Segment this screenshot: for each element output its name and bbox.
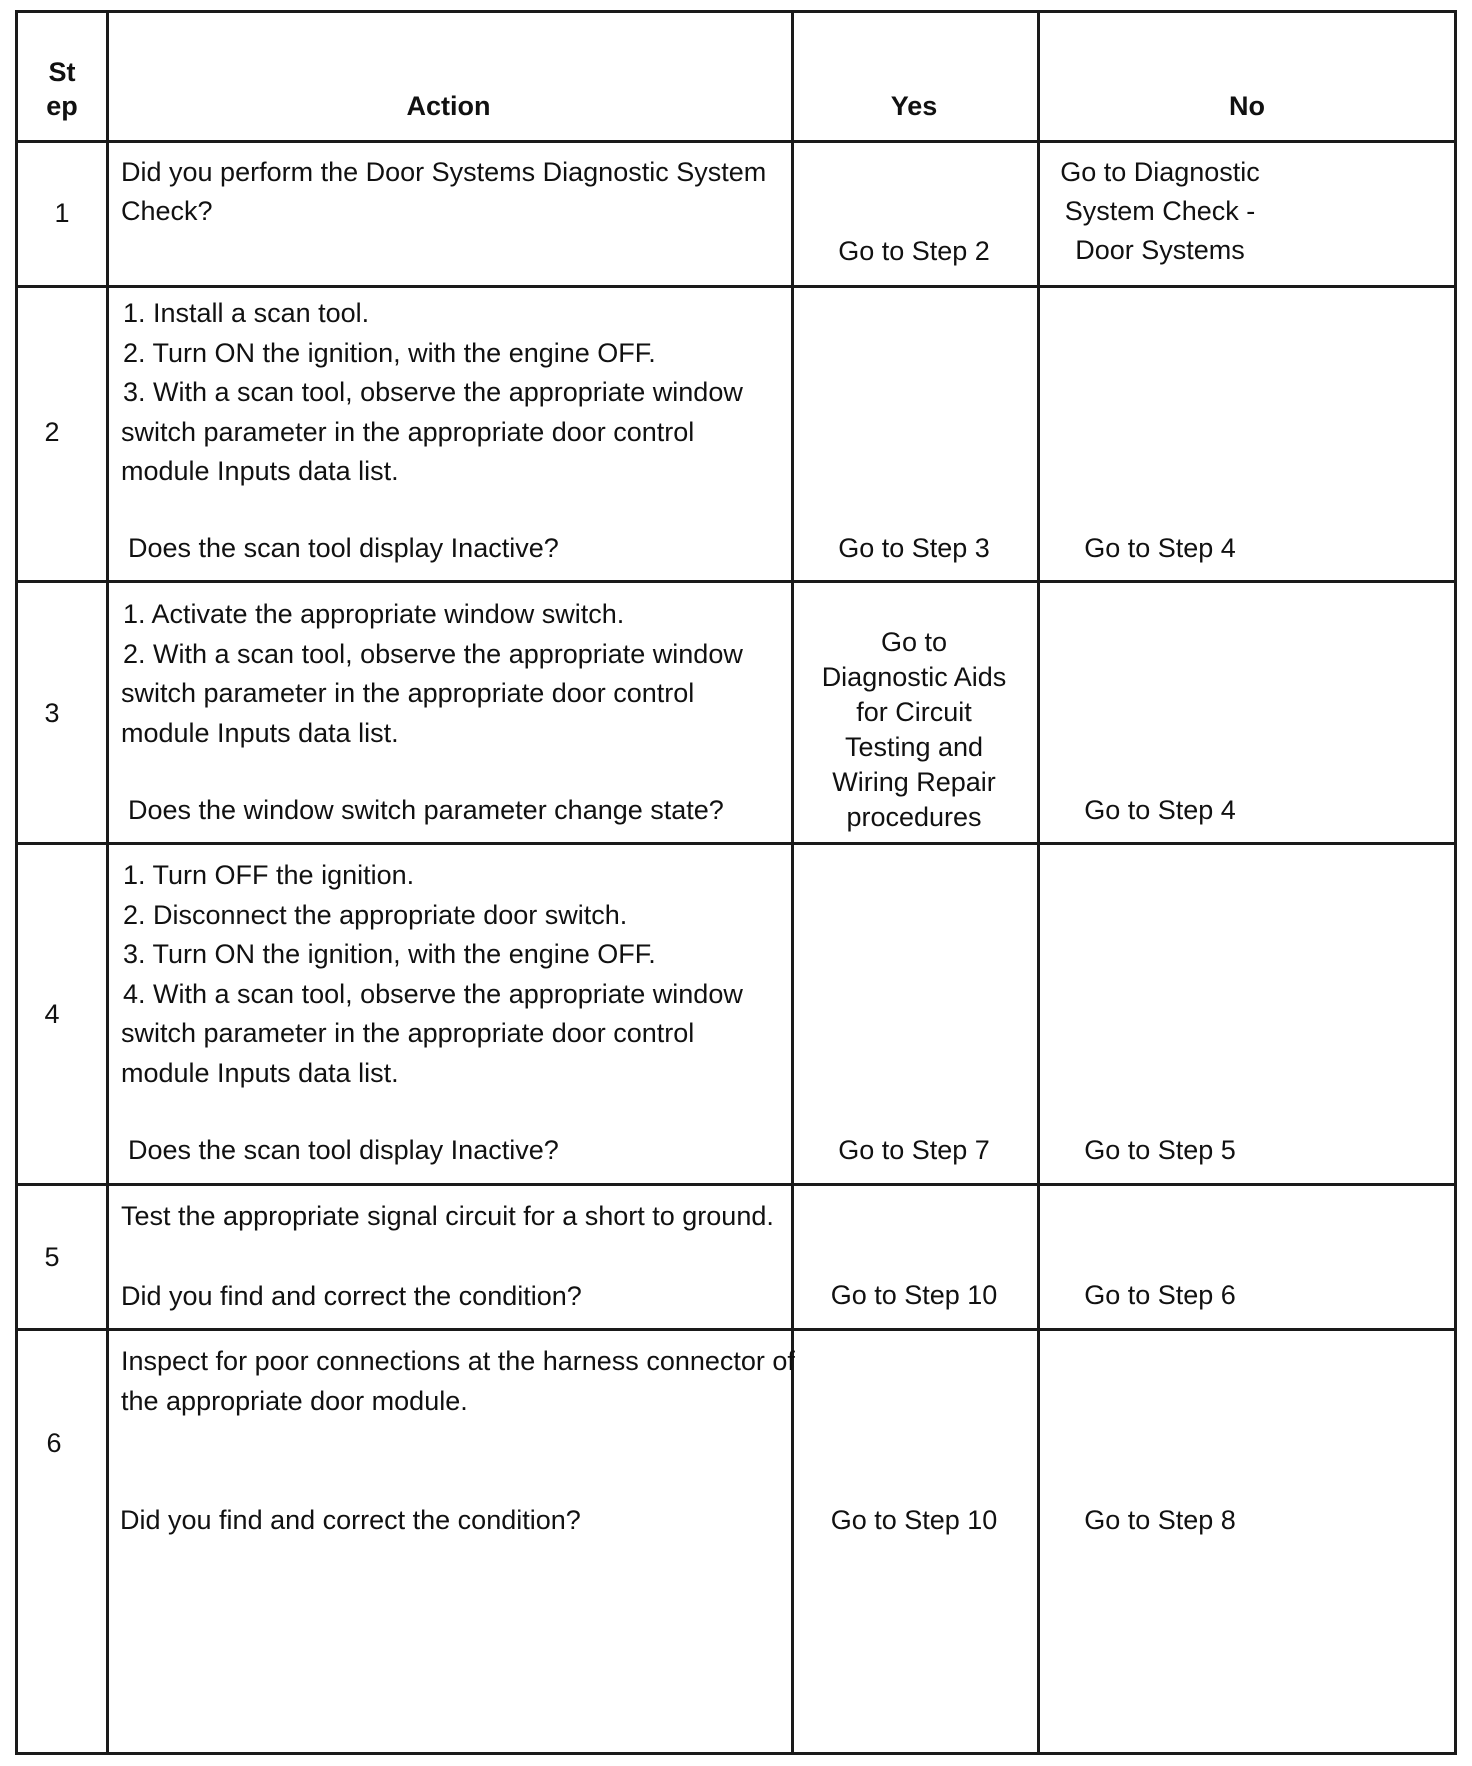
- no-link-line: Go to Diagnostic: [1060, 157, 1260, 187]
- action-line: 2. Disconnect the appropriate door switch.: [123, 899, 628, 930]
- action-line: 1. Activate the appropriate window switch.: [123, 599, 625, 629]
- yes-link-line: Diagnostic Aids: [821, 662, 1007, 692]
- action-text: [121, 595, 743, 753]
- action-line: switch parameter in the appropriate door control: [121, 1018, 695, 1048]
- action-line: module Inputs data list.: [121, 717, 399, 748]
- yes-link-line: for Circuit: [856, 697, 972, 727]
- no-link[interactable]: Go to Step 8: [1084, 1505, 1236, 1535]
- action-text: Test the appropriate signal circuit for a short to ground.: [121, 1201, 774, 1231]
- no-link[interactable]: Go to Step 5: [1084, 1135, 1236, 1165]
- action-line: 2. With a scan tool, observe the appropriate window: [123, 638, 743, 669]
- yes-link[interactable]: Go to Step 3: [838, 533, 990, 563]
- yes-link-line: Testing and: [844, 732, 984, 762]
- action-text: [121, 856, 743, 1093]
- action-line: module Inputs data list.: [121, 1057, 399, 1088]
- step-number: 5: [44, 1242, 60, 1272]
- header-yes: Yes: [890, 91, 938, 121]
- yes-link[interactable]: Go to Step 7: [838, 1135, 990, 1165]
- header-step: [18, 55, 106, 123]
- no-link[interactable]: Go to Step 4: [1084, 795, 1236, 825]
- yes-link-line: Go to: [880, 627, 948, 657]
- no-link-line: System Check -: [1064, 196, 1256, 226]
- no-link-line: Door Systems: [1075, 235, 1245, 265]
- diagnostic-table: [15, 10, 1457, 1755]
- row-divider: [18, 580, 1454, 583]
- action-line: 4. With a scan tool, observe the appropriate window: [123, 978, 743, 1009]
- step-number: 1: [54, 198, 70, 228]
- question-text: Does the scan tool display Inactive?: [128, 533, 559, 563]
- action-text: [121, 294, 743, 492]
- action-line: Did you perform the Door Systems Diagnostic System: [121, 157, 767, 187]
- action-text: [121, 1342, 795, 1421]
- action-text: [121, 153, 766, 231]
- step-number: 6: [46, 1428, 62, 1458]
- step-number: 3: [44, 698, 60, 728]
- action-line: 3. With a scan tool, observe the appropriate window: [123, 377, 743, 407]
- yes-link[interactable]: Go to Step 2: [838, 236, 990, 266]
- action-line: Check?: [121, 196, 213, 226]
- question-text: Does the scan tool display Inactive?: [128, 1135, 559, 1165]
- question-text: Does the window switch parameter change state?: [128, 795, 724, 825]
- yes-link[interactable]: Go to Step 10: [830, 1505, 998, 1535]
- row-divider: [18, 1183, 1454, 1186]
- question-text: Did you find and correct the condition?: [121, 1281, 582, 1311]
- column-divider: [106, 13, 109, 1752]
- action-line: 1. Install a scan tool.: [123, 298, 370, 328]
- action-line: switch parameter in the appropriate door control: [121, 678, 695, 708]
- header-step-line: St: [48, 57, 76, 87]
- row-divider: [18, 140, 1454, 143]
- row-divider: [18, 842, 1454, 845]
- step-number: 2: [44, 417, 60, 447]
- no-link[interactable]: Go to Step 4: [1084, 533, 1236, 563]
- action-line: switch parameter in the appropriate door control: [121, 416, 695, 447]
- row-divider: [18, 1328, 1454, 1331]
- header-step-line: ep: [46, 91, 78, 121]
- no-link[interactable]: [1037, 153, 1283, 270]
- yes-link[interactable]: Go to Step 10: [830, 1280, 998, 1310]
- column-divider: [1037, 13, 1040, 1752]
- yes-link-line: Wiring Repair: [832, 767, 996, 797]
- yes-link[interactable]: [791, 625, 1037, 835]
- action-line: module Inputs data list.: [121, 456, 399, 486]
- yes-link-line: procedures: [846, 802, 982, 832]
- row-divider: [18, 285, 1454, 288]
- step-number: 4: [44, 999, 60, 1029]
- header-action: Action: [406, 91, 491, 121]
- header-no: No: [1229, 91, 1265, 121]
- action-line: the appropriate door module.: [121, 1385, 468, 1416]
- action-line: 3. Turn ON the ignition, with the engine OFF.: [123, 939, 656, 969]
- action-line: 1. Turn OFF the ignition.: [123, 860, 415, 890]
- action-line: 2. Turn ON the ignition, with the engine OFF.: [123, 337, 656, 368]
- question-text: Did you find and correct the condition?: [120, 1505, 581, 1535]
- column-divider: [791, 13, 794, 1752]
- no-link[interactable]: Go to Step 6: [1084, 1280, 1236, 1310]
- action-line: Inspect for poor connections at the harness connector of: [121, 1346, 795, 1376]
